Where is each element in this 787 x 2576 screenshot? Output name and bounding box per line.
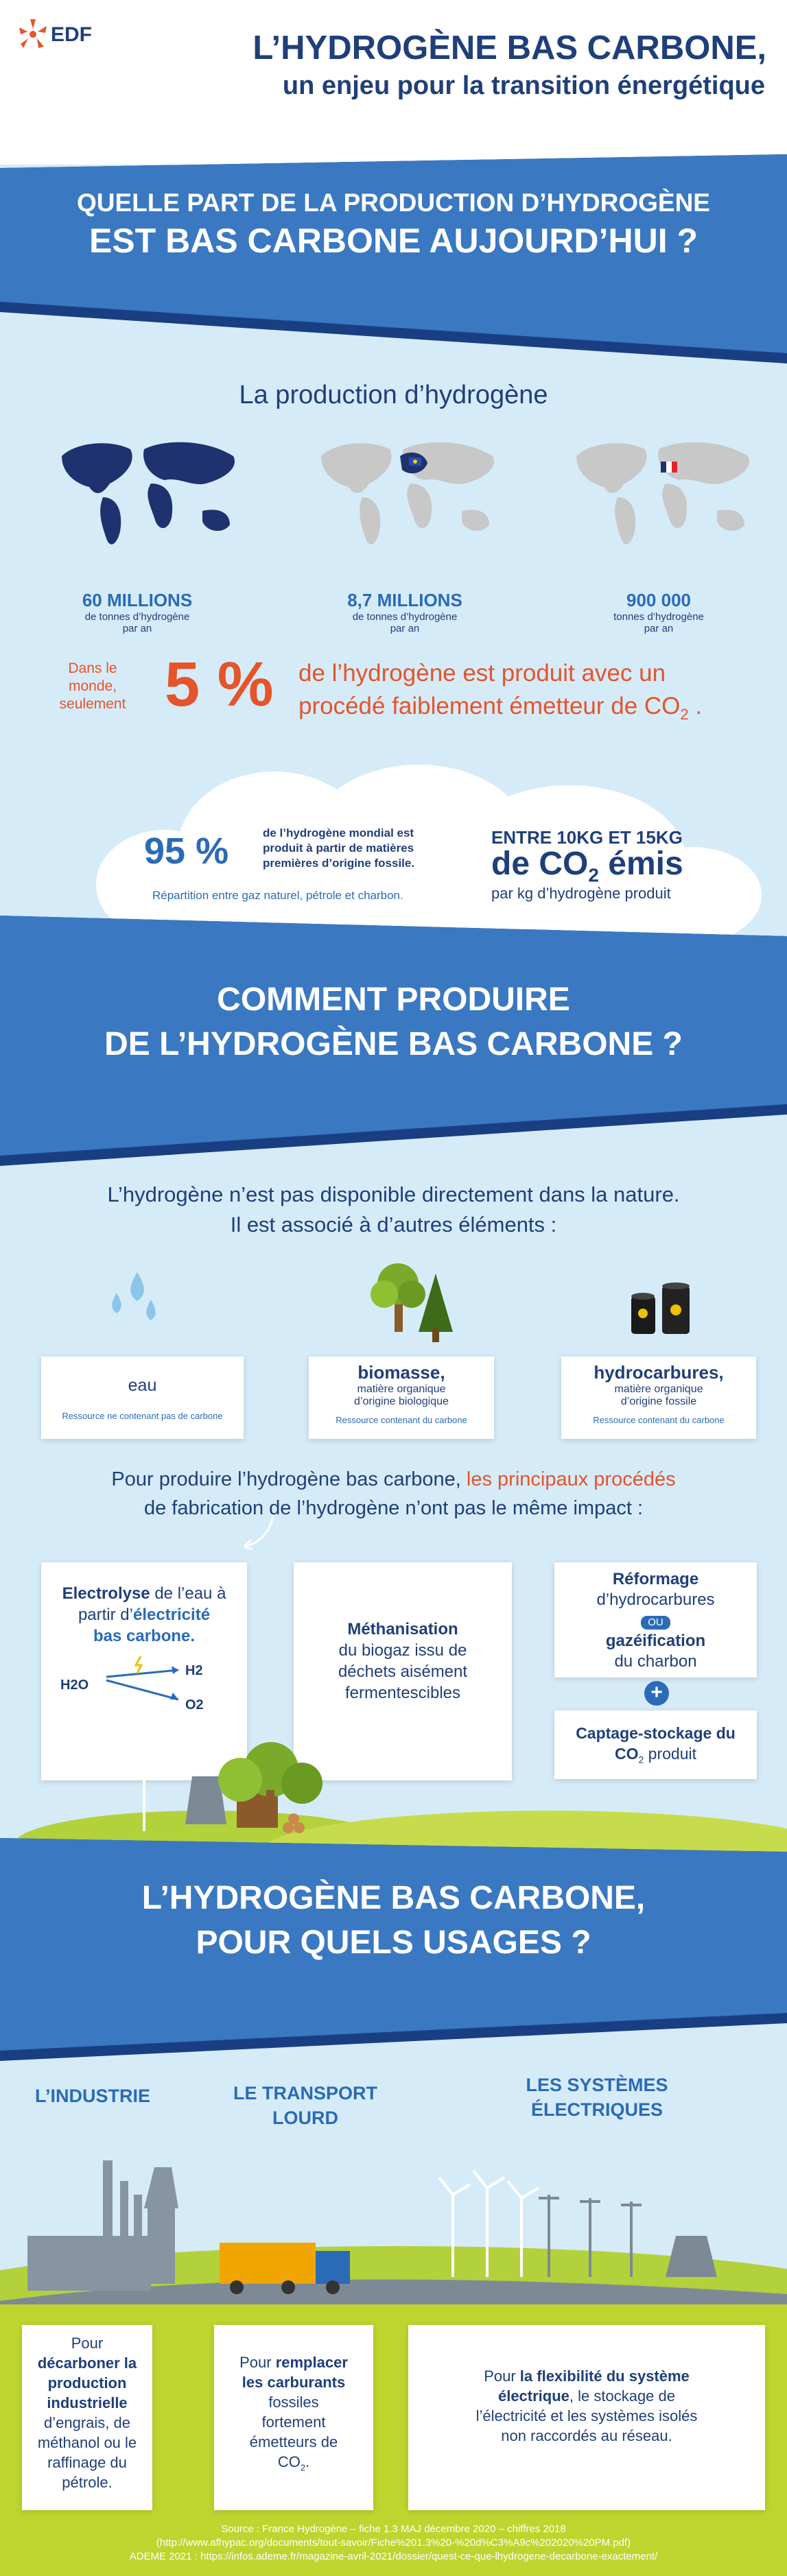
o2-label: O2 xyxy=(185,1697,204,1713)
reformage-card: Réformage d’hydrocarbures OU gazéification du charbon xyxy=(554,1562,757,1678)
oil-barrels-icon xyxy=(624,1276,707,1344)
co2-big: de $CO_2$ émis xyxy=(491,846,683,886)
world-map-icon xyxy=(48,429,247,552)
usage-card-industry: Pour décarboner la production industrielle d’engrais, de méthanol ou le raffinage du pétrole. xyxy=(22,2325,152,2510)
h2-label: H2 xyxy=(185,1663,203,1678)
element-card-hydrocarbons: hydrocarbures, matière organique d’origine fossile Ressource contenant du carbone xyxy=(561,1357,756,1439)
section2-heading-line2: DE L’HYDROGÈNE BAS CARBONE ? xyxy=(104,1026,683,1062)
plus-icon: + xyxy=(644,1681,669,1706)
footer-sources: Source : France Hydrogène – fiche 1.3 MAJ décembre 2020 – chiffres 2018 (http://www.afhypac.org/documents/tout-savoir/Fiche%201.3%20-%20d%C3%A9c%202020%20PM.pdf) ADEME 2021 : https://infos.ademe.fr/magazine-avril-2021/dossier/quest-ce-que-lhydrogene-decarbone-exactement/ xyxy=(129,2523,658,2562)
europe-map-icon xyxy=(307,429,506,552)
element-card-water: eau Ressource ne contenant pas de carbone xyxy=(41,1357,244,1439)
element-card-biomass: biomasse, matière organique d’origine biologique Ressource contenant du carbone xyxy=(309,1357,494,1439)
page-subtitle: un enjeu pour la transition énergétique xyxy=(282,71,765,100)
usage-card-electric: Pour la flexibilité du système électrique, le stockage de l’électricité et les systèmes isolés non raccordés au réseau. xyxy=(408,2325,765,2510)
page-title: L’HYDROGÈNE BAS CARBONE, xyxy=(252,29,766,67)
section1-band xyxy=(0,154,787,374)
stat-five-percent: 5 % xyxy=(165,649,274,719)
captage-card: Captage-stockage du $CO_2$ produit xyxy=(554,1710,757,1779)
stat-prefix: Dans le monde, seulement xyxy=(59,660,126,712)
map-stat-europe: 8,7 MILLIONS de tonnes d’hydrogène par an xyxy=(347,590,462,634)
usage-label-transport: LE TRANSPORT LOURD xyxy=(233,2083,377,2128)
header xyxy=(0,0,787,165)
section1-heading-line2: EST BAS CARBONE AUJOURD’HUI ? xyxy=(89,222,698,260)
usage-label-electric: LES SYSTÈMES ÉLECTRIQUES xyxy=(526,2075,668,2120)
france-map-icon xyxy=(563,429,762,552)
map-stat-world: 60 MILLIONS de tonnes d’hydrogène par an xyxy=(82,590,193,634)
h2o-label: H2O xyxy=(60,1678,89,1693)
production-title: La production d’hydrogène xyxy=(239,381,548,409)
section3-heading-line2: POUR QUELS USAGES ? xyxy=(196,1924,591,1961)
tree-icon xyxy=(364,1256,460,1346)
electrolyse-text: Electrolyse de l’eau à partir d’électricité bas carbone. xyxy=(62,1584,226,1645)
edf-logo-text[interactable]: EDF xyxy=(51,23,92,46)
section1-heading-line1: QUELLE PART DE LA PRODUCTION D’HYDROGÈNE xyxy=(77,189,710,217)
section2-intro: L’hydrogène n’est pas disponible directement dans la nature. Il est associé à d’autres éléments : xyxy=(107,1182,680,1237)
co2-line3: par kg d’hydrogène produit xyxy=(491,885,671,902)
map-stat-france: 900 000 tonnes d’hydrogène par an xyxy=(613,590,704,634)
stat-text: de l’hydrogène est produit avec un procédé faiblement émetteur de $CO_2$ . xyxy=(298,660,703,723)
cloud-note: Répartition entre gaz naturel, pétrole et charbon. xyxy=(152,889,403,902)
process-intro: Pour produire l’hydrogène bas carbone, les principaux procédés de fabrication de l’hydrogène n’ont pas le même impact : xyxy=(111,1468,676,1519)
cloud-stat-value: 95 % xyxy=(144,831,229,872)
section3-heading-line1: L’HYDROGÈNE BAS CARBONE, xyxy=(141,1880,646,1916)
co2-line1: ENTRE 10KG ET 15KG xyxy=(491,827,683,848)
usage-label-industry: L’INDUSTRIE xyxy=(34,2086,150,2106)
edf-logo-icon xyxy=(18,18,48,51)
water-drops-icon xyxy=(103,1265,172,1341)
usages-illustration xyxy=(0,2133,787,2308)
methanisation-text: Méthanisation du biogaz issu de déchets aisément fermentescibles xyxy=(338,1620,468,1702)
cloud-stat-text: de l’hydrogène mondial est produit à partir de matières premières d’origine fossile. xyxy=(263,826,415,870)
section2-heading-line1: COMMENT PRODUIRE xyxy=(217,981,570,1018)
arrow-icon xyxy=(239,1512,280,1553)
usage-card-transport: Pour remplacer les carburants fossiles fortement émetteurs de $CO_2$. xyxy=(214,2325,373,2510)
